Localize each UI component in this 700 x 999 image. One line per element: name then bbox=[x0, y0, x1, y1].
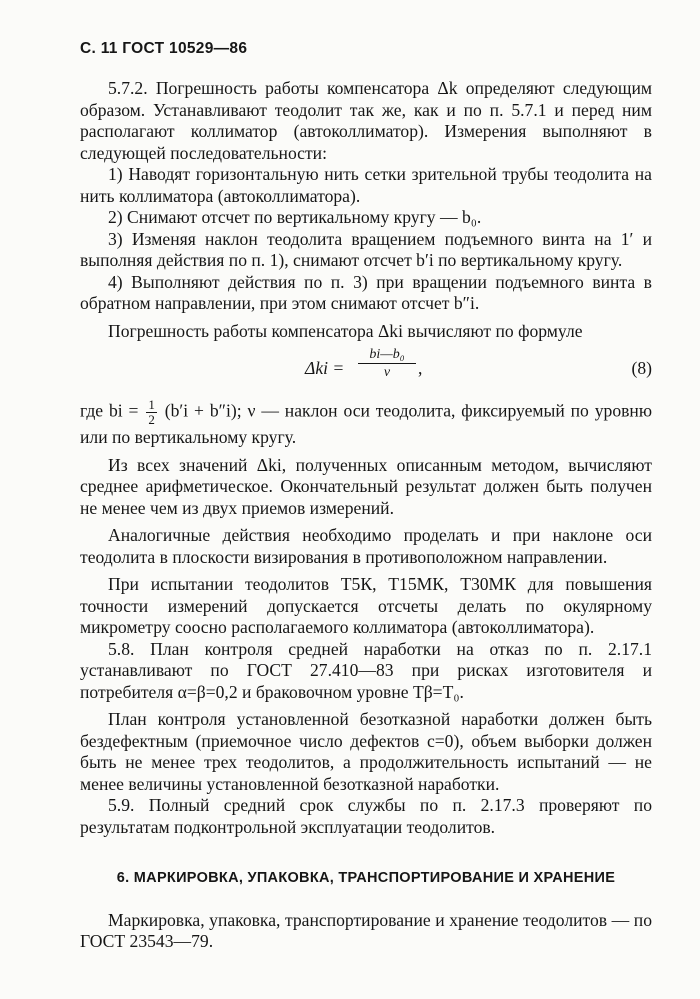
half-denominator: 2 bbox=[148, 412, 155, 427]
formula-8 bbox=[80, 346, 652, 396]
formula-comma: , bbox=[418, 358, 423, 378]
step-4: 4) Выполняют действия по п. 3) при вращении подъемного винта в обратном направлении, при этом снимают отсчет b″i. bbox=[80, 271, 652, 313]
formula-denominator: ν bbox=[383, 365, 391, 380]
formula-where bbox=[80, 398, 652, 449]
paragraph-mean: Из всех значений Δki, полученных описанным методом, вычисляют среднее арифметическое. Окончательный результат должен быть получен не менее чем из двух приемов измерений. bbox=[80, 454, 652, 518]
formula-numerator: bi—b₀ bbox=[358, 346, 416, 364]
formula-intro: Погрешность работы компенсатора Δki вычисляют по формуле bbox=[108, 320, 583, 341]
paragraph-5-9: 5.9. Полный средний срок службы по п. 2.17.3 проверяют по результатам подконтрольной эксплуатации теодолитов. bbox=[80, 795, 652, 837]
step-2: 2) Снимают отсчет по вертикальному кругу — b₀. bbox=[108, 207, 482, 227]
formula-lhs: Δki = bbox=[305, 358, 345, 378]
where-rest: (b′i + b″i); ν — наклон оси теодолита, фиксируемый по уровню или по вертикальному кругу. bbox=[80, 400, 652, 447]
page-header: С. 11 ГОСТ 10529—86 bbox=[80, 40, 248, 57]
where-start: где bi = bbox=[80, 400, 139, 421]
paragraph-control-plan: План контроля установленной безотказной наработки должен быть бездефектным (приемочное число дефектов c=0), объем выборки должен быть не менее трех теодолитов, а продолжительность испытаний — не менее величины установленной безотказной наработки. bbox=[80, 709, 652, 794]
document-body bbox=[80, 78, 652, 953]
formula-number: (8) bbox=[631, 358, 652, 378]
paragraph-t5k: При испытании теодолитов Т5К, Т15МК, Т30МК для повышения точности измерений допускается отсчеты делать по окулярному микрометру соосно располагаемого коллиматора (автоколлиматора). bbox=[80, 574, 652, 637]
paragraph-opposite: Аналогичные действия необходимо проделать и при наклоне оси теодолита в плоскости визирования в противоположном направлении. bbox=[80, 525, 652, 567]
half-fraction bbox=[146, 398, 157, 427]
formula-fraction bbox=[358, 346, 416, 381]
paragraph-5-7-2: 5.7.2. Погрешность работы компенсатора Δk определяют следующим образом. Устанавливают теодолит так же, как и по п. 5.7.1 и перед ним располагают коллиматор (автоколлиматор). Измерения выполняют в следующей последовательности: bbox=[80, 78, 652, 163]
section-6-title: 6. МАРКИРОВКА, УПАКОВКА, ТРАНСПОРТИРОВАНИЕ И ХРАНЕНИЕ bbox=[116, 870, 616, 886]
paragraph-section-6: Маркировка, упаковка, транспортирование и хранение теодолитов — по ГОСТ 23543—79. bbox=[80, 909, 652, 951]
step-1: 1) Наводят горизонтальную нить сетки зрительной трубы теодолита на нить коллиматора (автоколлиматора). bbox=[80, 164, 652, 206]
step-3: 3) Изменяя наклон теодолита вращением подъемного винта на 1′ и выполняя действия по п. 1), снимают отсчет b′i по вертикальному кругу. bbox=[80, 228, 652, 270]
half-numerator: 1 bbox=[148, 397, 155, 412]
paragraph-5-8: 5.8. План контроля средней наработки на отказ по п. 2.17.1 устанавливают по ГОСТ 27.410—83 при рисках изготовителя и потребителя α=β=0,2 и браковочном уровне Tβ=T₀. bbox=[80, 638, 652, 702]
